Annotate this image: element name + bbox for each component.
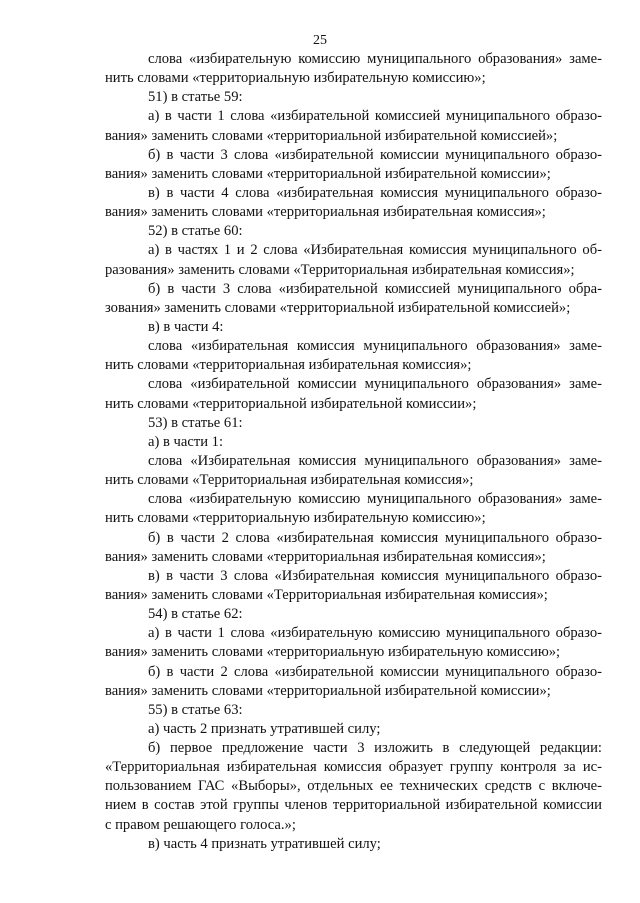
text-line: нить словами «Территориальная избирательная комиссия»; <box>105 472 474 489</box>
text-line: пользованием ГАС «Выборы», отдельных ее технических средств с включе- <box>105 778 602 795</box>
text-line: а) в частях 1 и 2 слова «Избирательная комиссия муниципального об- <box>148 242 602 259</box>
text-line: вания» заменить словами «территориальная избирательная комиссия»; <box>105 204 546 221</box>
text-line: слова «Избирательная комиссия муниципального образования» заме- <box>148 452 602 469</box>
text-line: в) в части 3 слова «Избирательная комиссия муниципального образо- <box>148 567 602 584</box>
text-line: б) в части 2 слова «избирательной комиссии муниципального образо- <box>148 663 602 680</box>
text-line: нить словами «территориальную избирательную комиссию»; <box>105 70 486 87</box>
text-line: 55) в статье 63: <box>148 701 243 718</box>
text-line: вания» заменить словами «территориальной избирательной комиссии»; <box>105 682 551 699</box>
text-line: а) в части 1 слова «избирательной комиссией муниципального образо- <box>148 108 602 125</box>
text-line: вания» заменить словами «территориальную избирательную комиссию»; <box>105 644 561 661</box>
text-line: б) первое предложение части 3 изложить в следующей редакции: <box>148 740 602 757</box>
text-line: в) часть 4 признать утратившей силу; <box>148 835 381 852</box>
text-line: нить словами «территориальную избирательную комиссию»; <box>105 510 486 527</box>
text-line: а) в части 1 слова «избирательную комиссию муниципального образо- <box>148 625 602 642</box>
text-line: «Территориальная избирательная комиссия образует группу контроля за ис- <box>105 759 602 776</box>
text-line: вания» заменить словами «территориальная избирательная комиссия»; <box>105 548 546 565</box>
text-line: вания» заменить словами «территориальной избирательной комиссии»; <box>105 165 551 182</box>
text-line: б) в части 2 слова «избирательная комиссия муниципального образо- <box>148 529 602 546</box>
text-line: 53) в статье 61: <box>148 414 243 431</box>
document-body <box>105 50 602 854</box>
text-line: б) в части 3 слова «избирательной комиссии муниципального образо- <box>148 146 602 163</box>
text-line: 54) в статье 62: <box>148 606 243 623</box>
page-number: 25 <box>313 33 327 48</box>
text-line: разования» заменить словами «Территориальная избирательная комиссия»; <box>105 261 575 278</box>
text-line: слова «избирательной комиссии муниципального образования» заме- <box>148 376 602 393</box>
text-line: а) часть 2 признать утратившей силу; <box>148 720 381 737</box>
text-line: вания» заменить словами «территориальной избирательной комиссией»; <box>105 127 558 144</box>
text-line: зования» заменить словами «территориальной избирательной комиссией»; <box>105 299 571 316</box>
text-line: нить словами «территориальная избирательная комиссия»; <box>105 357 472 374</box>
text-line: в) в части 4 слова «избирательная комиссия муниципального образо- <box>148 184 602 201</box>
text-line: слова «избирательная комиссия муниципального образования» заме- <box>148 338 602 355</box>
text-line: слова «избирательную комиссию муниципального образования» заме- <box>148 51 602 67</box>
text-line: нить словами «территориальной избирательной комиссии»; <box>105 395 477 412</box>
text-line: с правом решающего голоса.»; <box>105 816 296 833</box>
text-line: а) в части 1: <box>148 433 224 450</box>
text-line: 51) в статье 59: <box>148 89 243 106</box>
text-line: б) в части 3 слова «избирательной комиссией муниципального обра- <box>148 280 602 297</box>
text-line: в) в части 4: <box>148 318 224 335</box>
text-line: вания» заменить словами «Территориальная избирательная комиссия»; <box>105 586 548 603</box>
text-line: слова «избирательную комиссию муниципального образования» заме- <box>148 491 602 508</box>
text-line: нием в состав этой группы членов территориальной избирательной комиссии <box>105 797 602 814</box>
text-line: 52) в статье 60: <box>148 223 243 240</box>
